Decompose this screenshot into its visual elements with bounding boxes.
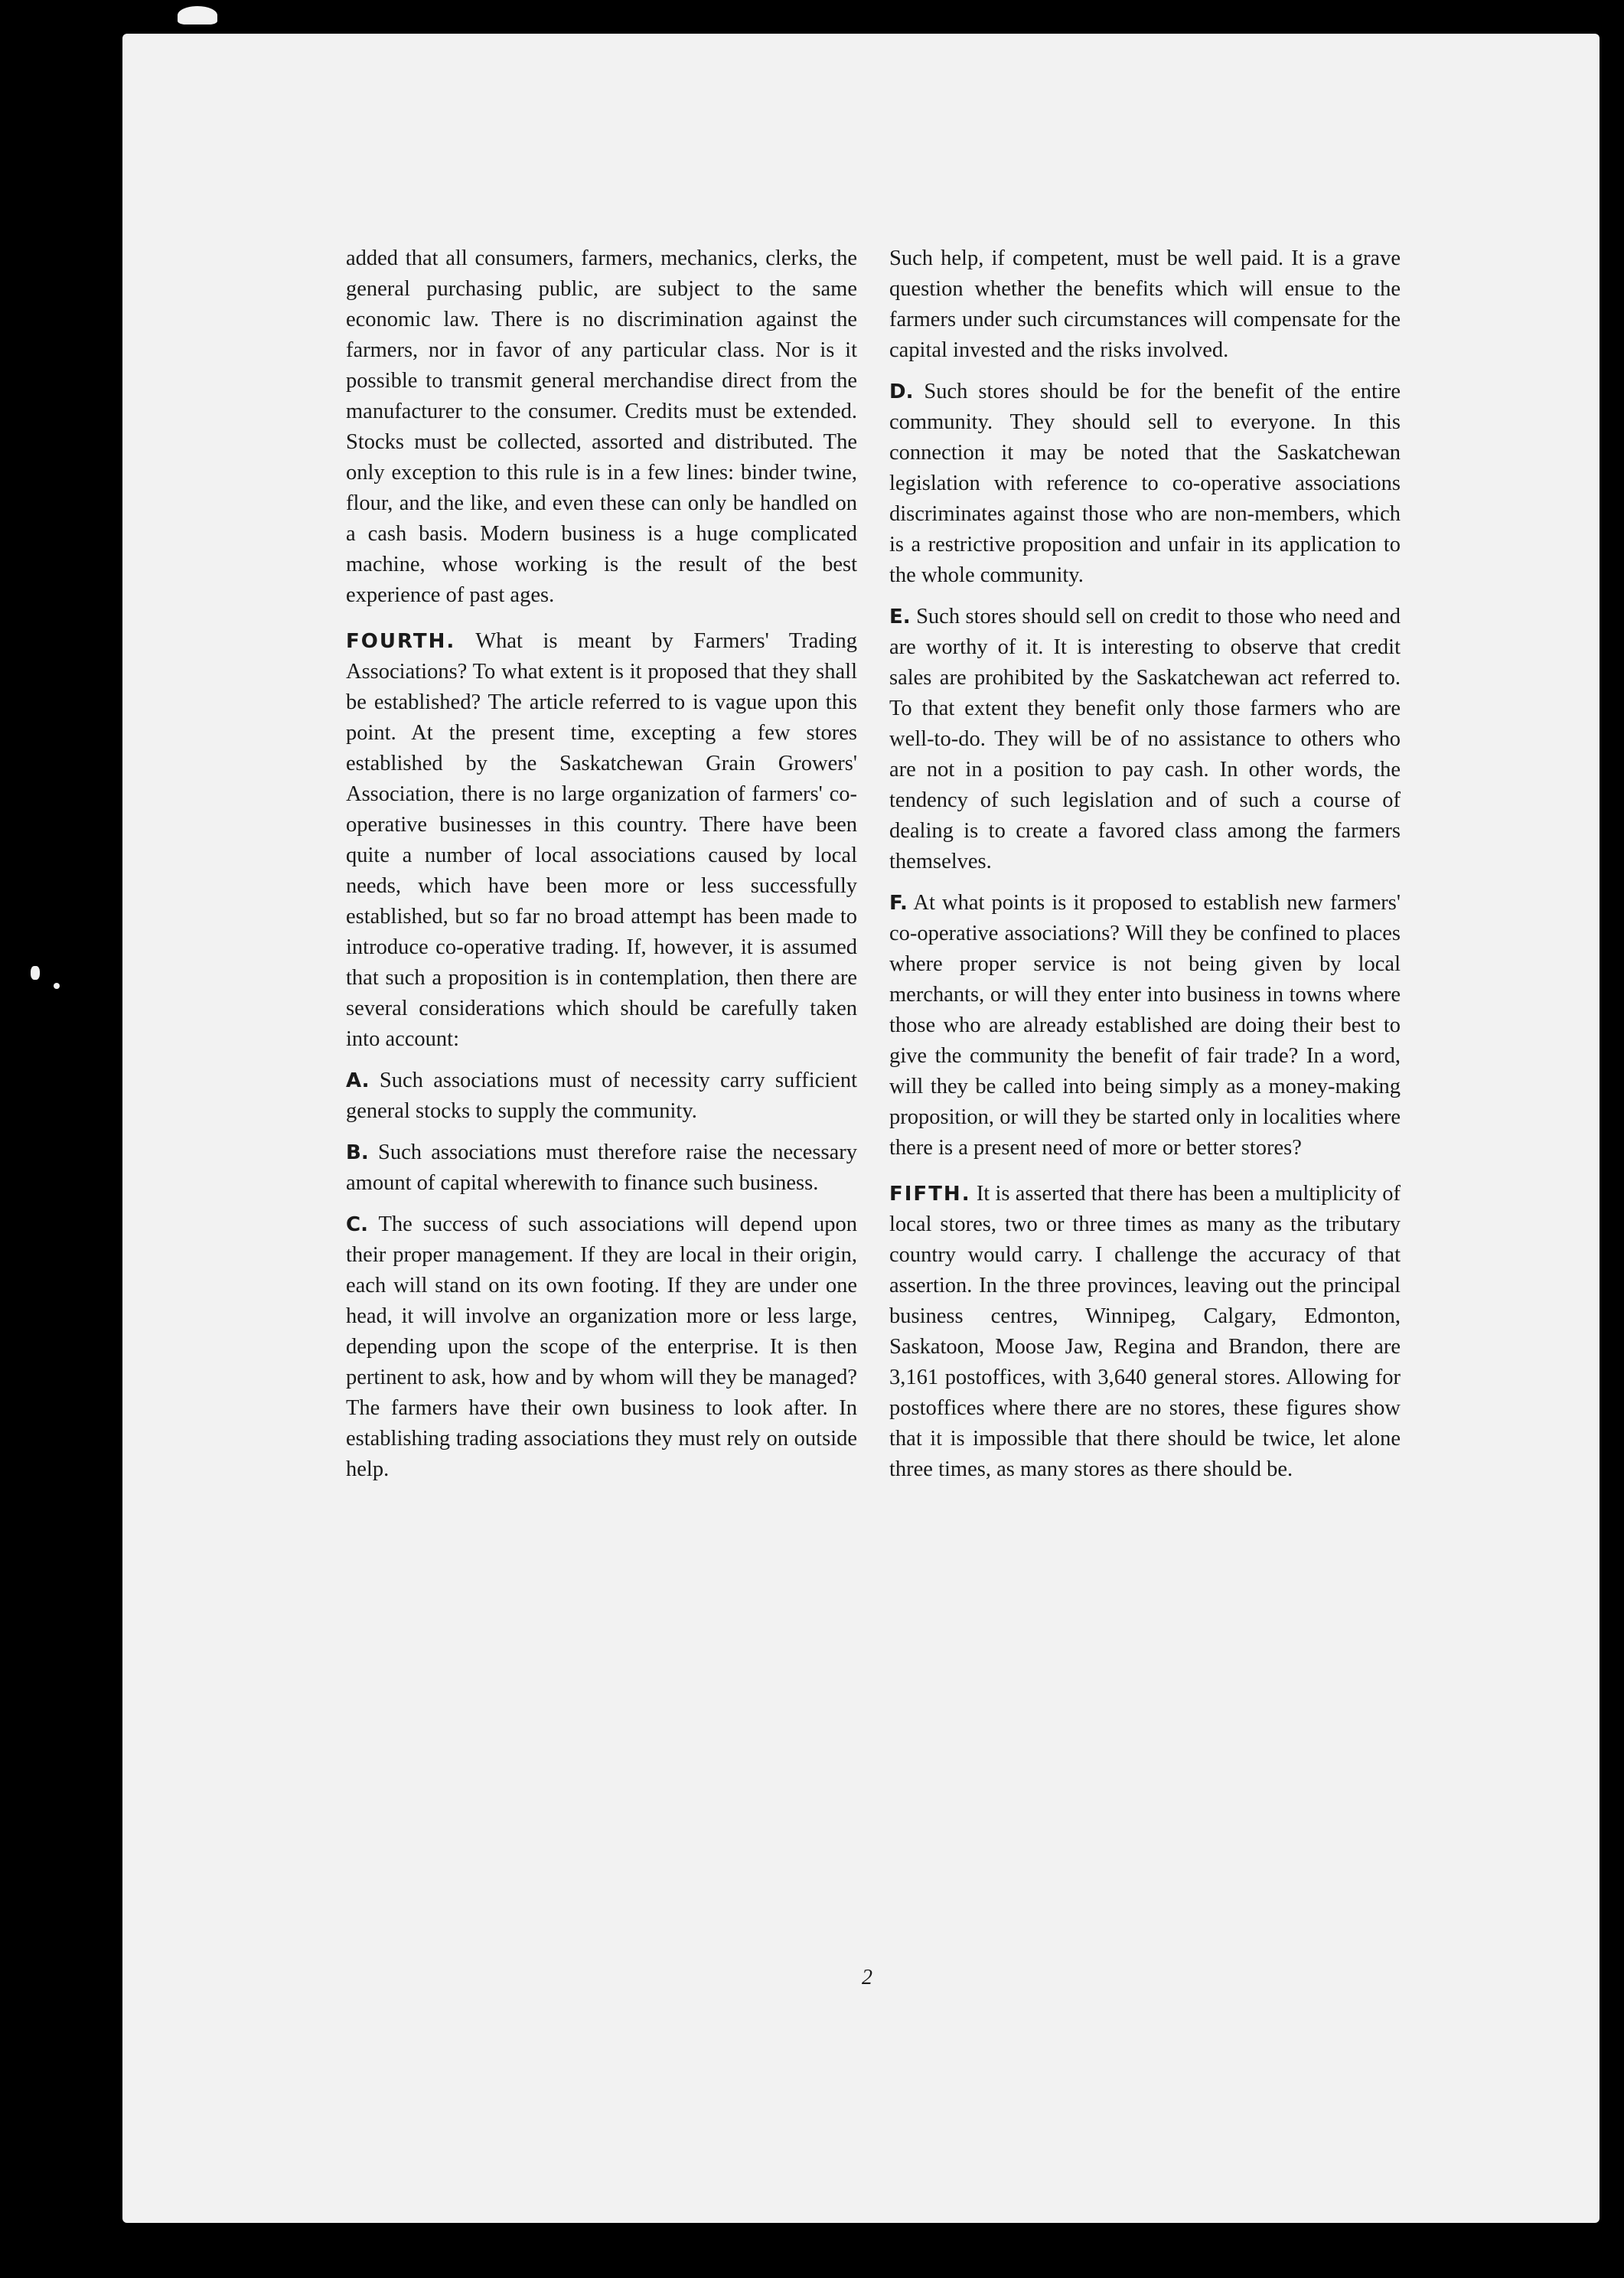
right-column <box>889 243 1401 1496</box>
item-marker: D. <box>889 380 914 403</box>
item-text: The success of such associations will depend upon their proper management. If they are local in their origin, each will stand on its own footing. If they are under one head, it will involve an organization more or less large, depending upon the scope of the enterprise. It is then pertinent to ask, how and by whom will they be managed? The farmers have their own business to look after. In establishing trading associations they must rely on outside help. <box>346 1212 857 1481</box>
section-heading: FOURTH. <box>346 630 456 653</box>
item-marker: F. <box>889 892 908 915</box>
item-marker: E. <box>889 605 911 628</box>
item-marker: A. <box>346 1069 370 1092</box>
item-b <box>346 1137 857 1199</box>
paragraph: added that all consumers, farmers, mechanics, clerks, the general purchasing public, are subject to the same economic law. There is no discrimination against the farmers, nor in favor of any particular class. Nor is it possible to transmit general merchandise direct from the manufacturer to the consumer. Credits must be extended. Stocks must be collected, assorted and distributed. The only exception to this rule is in a few lines: binder twine, flour, and the like, and even these can only be handled on a cash basis. Modern business is a huge complicated machine, whose working is the result of the best experience of past ages. <box>346 246 857 607</box>
item-text: Such stores should be for the benefit of the entire community. They should sell to everyone. In this connection it may be noted that the Saskatchewan legislation with reference to co-operative associations discriminates against those who are non-members, which is a restrictive proposition and unfair in its application to the whole community. <box>889 380 1401 587</box>
item-f <box>889 888 1401 1163</box>
section-fourth <box>346 626 857 1055</box>
page-number: 2 <box>862 1966 872 1989</box>
scan-speck <box>54 983 60 989</box>
section-fifth <box>889 1179 1401 1485</box>
item-c <box>346 1209 857 1485</box>
item-a <box>346 1066 857 1127</box>
paragraph-text: What is meant by Farmers' Trading Associations? To what extent is it proposed that they shall be established? The article referred to is vague upon this point. At the present time, excepting a few stores established by the Saskatchewan Grain Growers' Association, there is no large organization of farmers' co-operative businesses in this country. There have been quite a number of local associations caused by local needs, which have been more or less successfully established, but so far no broad attempt has been made to introduce co-operative trading. If, however, it is assumed that such a proposition is in contemplation, then there are several considerations which should be carefully taken into account: <box>346 629 857 1051</box>
item-marker: C. <box>346 1213 368 1236</box>
section-heading: FIFTH. <box>889 1183 971 1206</box>
scan-speck <box>31 966 40 980</box>
scan-speck <box>178 6 217 24</box>
item-e <box>889 602 1401 877</box>
item-text: Such associations must of necessity carry sufficient general stocks to supply the community. <box>346 1069 857 1123</box>
left-column <box>346 243 857 1496</box>
item-text: Such associations must therefore raise the necessary amount of capital wherewith to finance such business. <box>346 1141 858 1195</box>
item-d <box>889 377 1401 591</box>
item-text: Such stores should sell on credit to those who need and are worthy of it. It is interesting to observe that credit sales are prohibited by the Saskatchewan act referred to. To that extent they benefit only those farmers who are well-to-do. They will be of no assistance to others who are not in a position to pay cash. In other words, the tendency of such legislation and of such a course of dealing is to create a favored class among the farmers themselves. <box>889 605 1401 873</box>
item-text: At what points is it proposed to establish new farmers' co-operative associations? Will they be confined to places where proper service is not being given by local merchants, or will they enter into business in towns where those who are already established are doing their best to give the community the benefit of fair trade? In a word, will they be called into being simply as a money-making proposition, or will they be started only in localities where there is a present need of more or better stores? <box>889 891 1401 1160</box>
paragraph: Such help, if competent, must be well paid. It is a grave question whether the benefits which will ensue to the farmers under such circumstances will compensate for the capital invested and the risks involved. <box>889 246 1401 362</box>
paragraph-text: It is asserted that there has been a multiplicity of local stores, two or three times as many as the tributary country would carry. I challenge the accuracy of that assertion. In the three provinces, leaving out the principal business centres, Winnipeg, Calgary, Edmonton, Saskatoon, Moose Jaw, Regina and Brandon, there are 3,161 postoffices, with 3,640 general stores. Allowing for postoffices where there are no stores, these figures show that it is impossible that there should be twice, let alone three times, as many stores as there should be. <box>889 1182 1401 1481</box>
item-marker: B. <box>346 1141 369 1164</box>
